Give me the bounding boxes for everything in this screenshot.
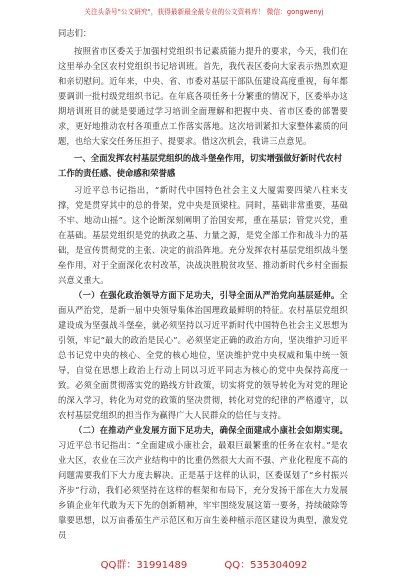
subsection-2	[58, 423, 348, 543]
section-heading-1: 一、全面发挥农村基层党组织的战斗堡垒作用，切实增强做好新时代农村工作的责任感、使命感和荣誉感	[58, 153, 342, 178]
document-body	[58, 26, 348, 543]
paragraph-intro: 按照省市区委关于加强村党组织书记素质能力提升的要求，今天，我们在这里举办全区农村党组织书记培训班。首先，我代表区委向大家表示热烈欢迎和亲切慰问。近年来，中央、省、市委对基层干部队伍建设高度重视，每年都要调训一批村级党组织书记。在年底各项任务十分繁重的情况下，区委举办这期培训班目的就是要通过学习培训全面理解和把握中央、省市区委的部署要求，更好地推动农村各项重点工作落实落地。这次培训紧扣大家整体素质的问题，也给大家交任务压担子、提要求。借这次机会，我讲三点意见。	[58, 46, 348, 146]
top-banner: 关注头条号"公文研究"，获得最新最全最专业的公文资料库！ 微信：gongwenyj	[84, 8, 324, 16]
subsection-1-text: 全面从严治党，是新一届中央领导集体治国理政最鲜明的特征。农村基层党组织建设成为坚强战斗堡垒，就必须坚持以习近平新时代中国特色社会主义思想为引领，牢记“最大的政治是民心”。必须坚定正确的政治方向，坚决维护习近平总书记党中央的核心、全党的核心地位，坚决维护党中央权威和集中统一领导，自觉在思想上政治上行动上同以习近平同志为核心的党中央保持高度一致。必须全面贯彻落实党的路线方针政策，切实将党的领导转化为对党的理论的深入学习，转化为对党的政策的坚决贯彻，转化对党的纪律的严格遵守，以农村基层党组织的担当作为赢得广大人民群众的信任与支持。	[58, 290, 348, 420]
footer-contacts	[0, 556, 408, 571]
paragraph-quote: 习近平总书记指出，“新时代中国特色社会主义大厦需要四梁八柱来支撑，党是贯穿其中的总的骨架，党中央是顶梁柱。同时，基础非常重要，基础不牢、地动山摇”。这个论断深刻阐明了治国安邦，重在基层；管党兴党，重在基础。基层党组织是党的执政之基、力量之源，是党全部工作和战斗力的基础，是宣传贯彻党的主张、决定的前沿阵地。充分发挥农村基层党组织战斗堡垒作用，对于全面深化农村改革，决战决胜脱贫攻坚、推动新时代乡村全面振兴意义重大。	[58, 185, 348, 285]
subsection-2-text: 习近平总书记指出：“全面建成小康社会，最艰巨最繁重的任务在农村。”是农业大区，农业在三次产业结构中的比重仍然很大大而不强、产业化程度不高的问题需要我们下大力度去解决。正是基于这样的认识，区委谋划了“乡村振兴齐步”行动，我们必须坚持在这样的框架和布局下，充分发扬干部在大力发展乡镇企业年代敢为天下先的创新精神，牢牢围绕发展这第一要务，持续破除等靠要思想，以万亩番茄生产示范区和万亩生姜种植示范区建设为典型，激发党员	[58, 440, 348, 540]
subsection-1	[58, 288, 348, 423]
subsection-2-heading: （二）在推动产业发展方面下足功夫，确保全面建成小康社会如期实现。	[74, 425, 348, 435]
greeting: 同志们：	[58, 28, 92, 38]
footer-qq-group: QQ群：31991489	[100, 560, 188, 571]
footer-qq: QQ：535304092	[224, 560, 308, 571]
subsection-1-heading: （一）在强化政治领导方面下足功夫，引导全面从严治党向基层延伸。	[74, 290, 340, 300]
